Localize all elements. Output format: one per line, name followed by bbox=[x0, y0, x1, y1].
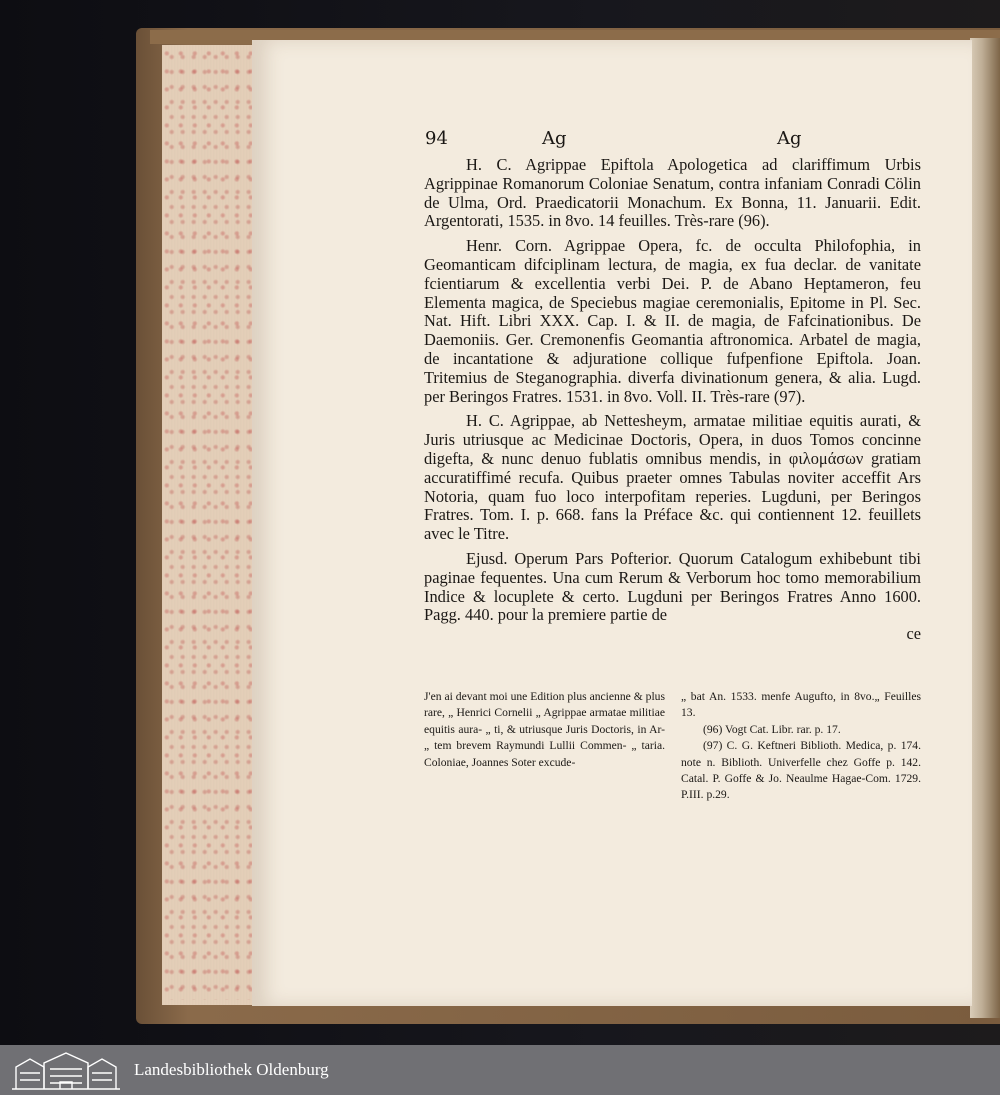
header-left-keyword: Ag bbox=[542, 128, 567, 149]
main-text bbox=[424, 156, 921, 650]
entry-paragraph: H. C. Agrippae, ab Nettesheym, armatae militiae equitis aurati, & Juris utriusque ac Medicinae Doctoris, Opera, in duos Tomos concinne digefta, & nunc denuo fublatis omnibus mendis, in φιλομάσων gratiam accuratiffimé recufa. Quibus praeter omnes Tabulas noviter acceffit Ars Notoria, quam fuo loco interpofitam reperies. Lugduni, per Beringos Fratres. Tom. I. p. 668. fans la Préface &c. qui contiennent 12. feuillets avec le Titre. bbox=[424, 411, 921, 544]
entry-paragraph: Ejusd. Operum Pars Pofterior. Quorum Catalogum exhibebunt tibi paginae fequentes. Una cum Rerum & Verborum hoc tomo memorabilium Indice & locuplete & certo. Lugduni per Beringos Fratres Anno 1600. Pagg. 440. pour la premiere partie de bbox=[424, 548, 921, 625]
sprinkled-edge-decoration bbox=[164, 48, 252, 1000]
footnote-right-column bbox=[681, 689, 921, 804]
library-name: Landesbibliothek Oldenburg bbox=[134, 1060, 329, 1079]
running-header bbox=[425, 128, 920, 154]
footnote-text: „ bat An. 1533. menfe Augufto, in 8vo.„ Feuilles 13. bbox=[681, 690, 921, 720]
library-building-icon bbox=[10, 1049, 122, 1091]
footnote-97: (97) C. G. Keftneri Biblioth. Medica, p. 174. note n. Biblioth. Univerfelle chez Goffe p. 142. Catal. P. Goffe & Jo. Neaulme Hagae-Com. 1729. P.III. p.29. bbox=[681, 739, 921, 802]
library-footer-bar bbox=[0, 1045, 1000, 1095]
footnote-text: J'en ai devant moi une Edition plus ancienne & plus rare, „ Henrici Cornelii „ Agrippae armatae militiae equitis aura- „ ti, & utriusque Juris Doctoris, in Ar- „ tem brevem Raymundi Lullii Commen- „ taria. Coloniae, Joannes Soter excude- bbox=[424, 690, 665, 769]
page-gutter-shadow bbox=[970, 38, 1000, 1018]
footnote-96: (96) Vogt Cat. Libr. rar. p. 17. bbox=[703, 722, 841, 736]
page-number: 94 bbox=[425, 128, 448, 149]
header-right-keyword: Ag bbox=[777, 128, 802, 149]
entry-paragraph: H. C. Agrippae Epiftola Apologetica ad clariffimum Urbis Agrippinae Romanorum Coloniae Senatum, contra infaniam Conradi Cölin de Ulma, Ord. Praedicatorii Monachum. Ex Bonna, 11. Januarii. Edit. Argentorati, 1535. in 8vo. 14 feuilles. Très-rare (96). bbox=[424, 155, 921, 231]
footnote-left-column bbox=[424, 689, 665, 771]
catchword: ce bbox=[906, 624, 921, 644]
entry-paragraph: Henr. Corn. Agrippae Opera, fc. de occulta Philofophia, in Geomanticam difciplinam lectura, de magia, ex fua declar. de vanitate fcientiarum & excellentia verbi Dei. P. de Abano Heptameron, feu Elementa magica, de Speciebus magiae ceremonialis, Epitome in Pl. Sec. Nat. Hift. Libri XXX. Cap. I. & II. de magia, de Fafcinationibus. De Daemoniis. Ger. Cremonenfis Geomantia aftronomica. Arbatel de magia, de incantatione & adjuratione collique fufpenfione Epiftola. Joan. Tritemius de Steganographia. diverfa divinationum genera, & alia. Lugd. per Beringos Fratres. 1531. in 8vo. Voll. II. Très-rare (97). bbox=[424, 236, 921, 406]
